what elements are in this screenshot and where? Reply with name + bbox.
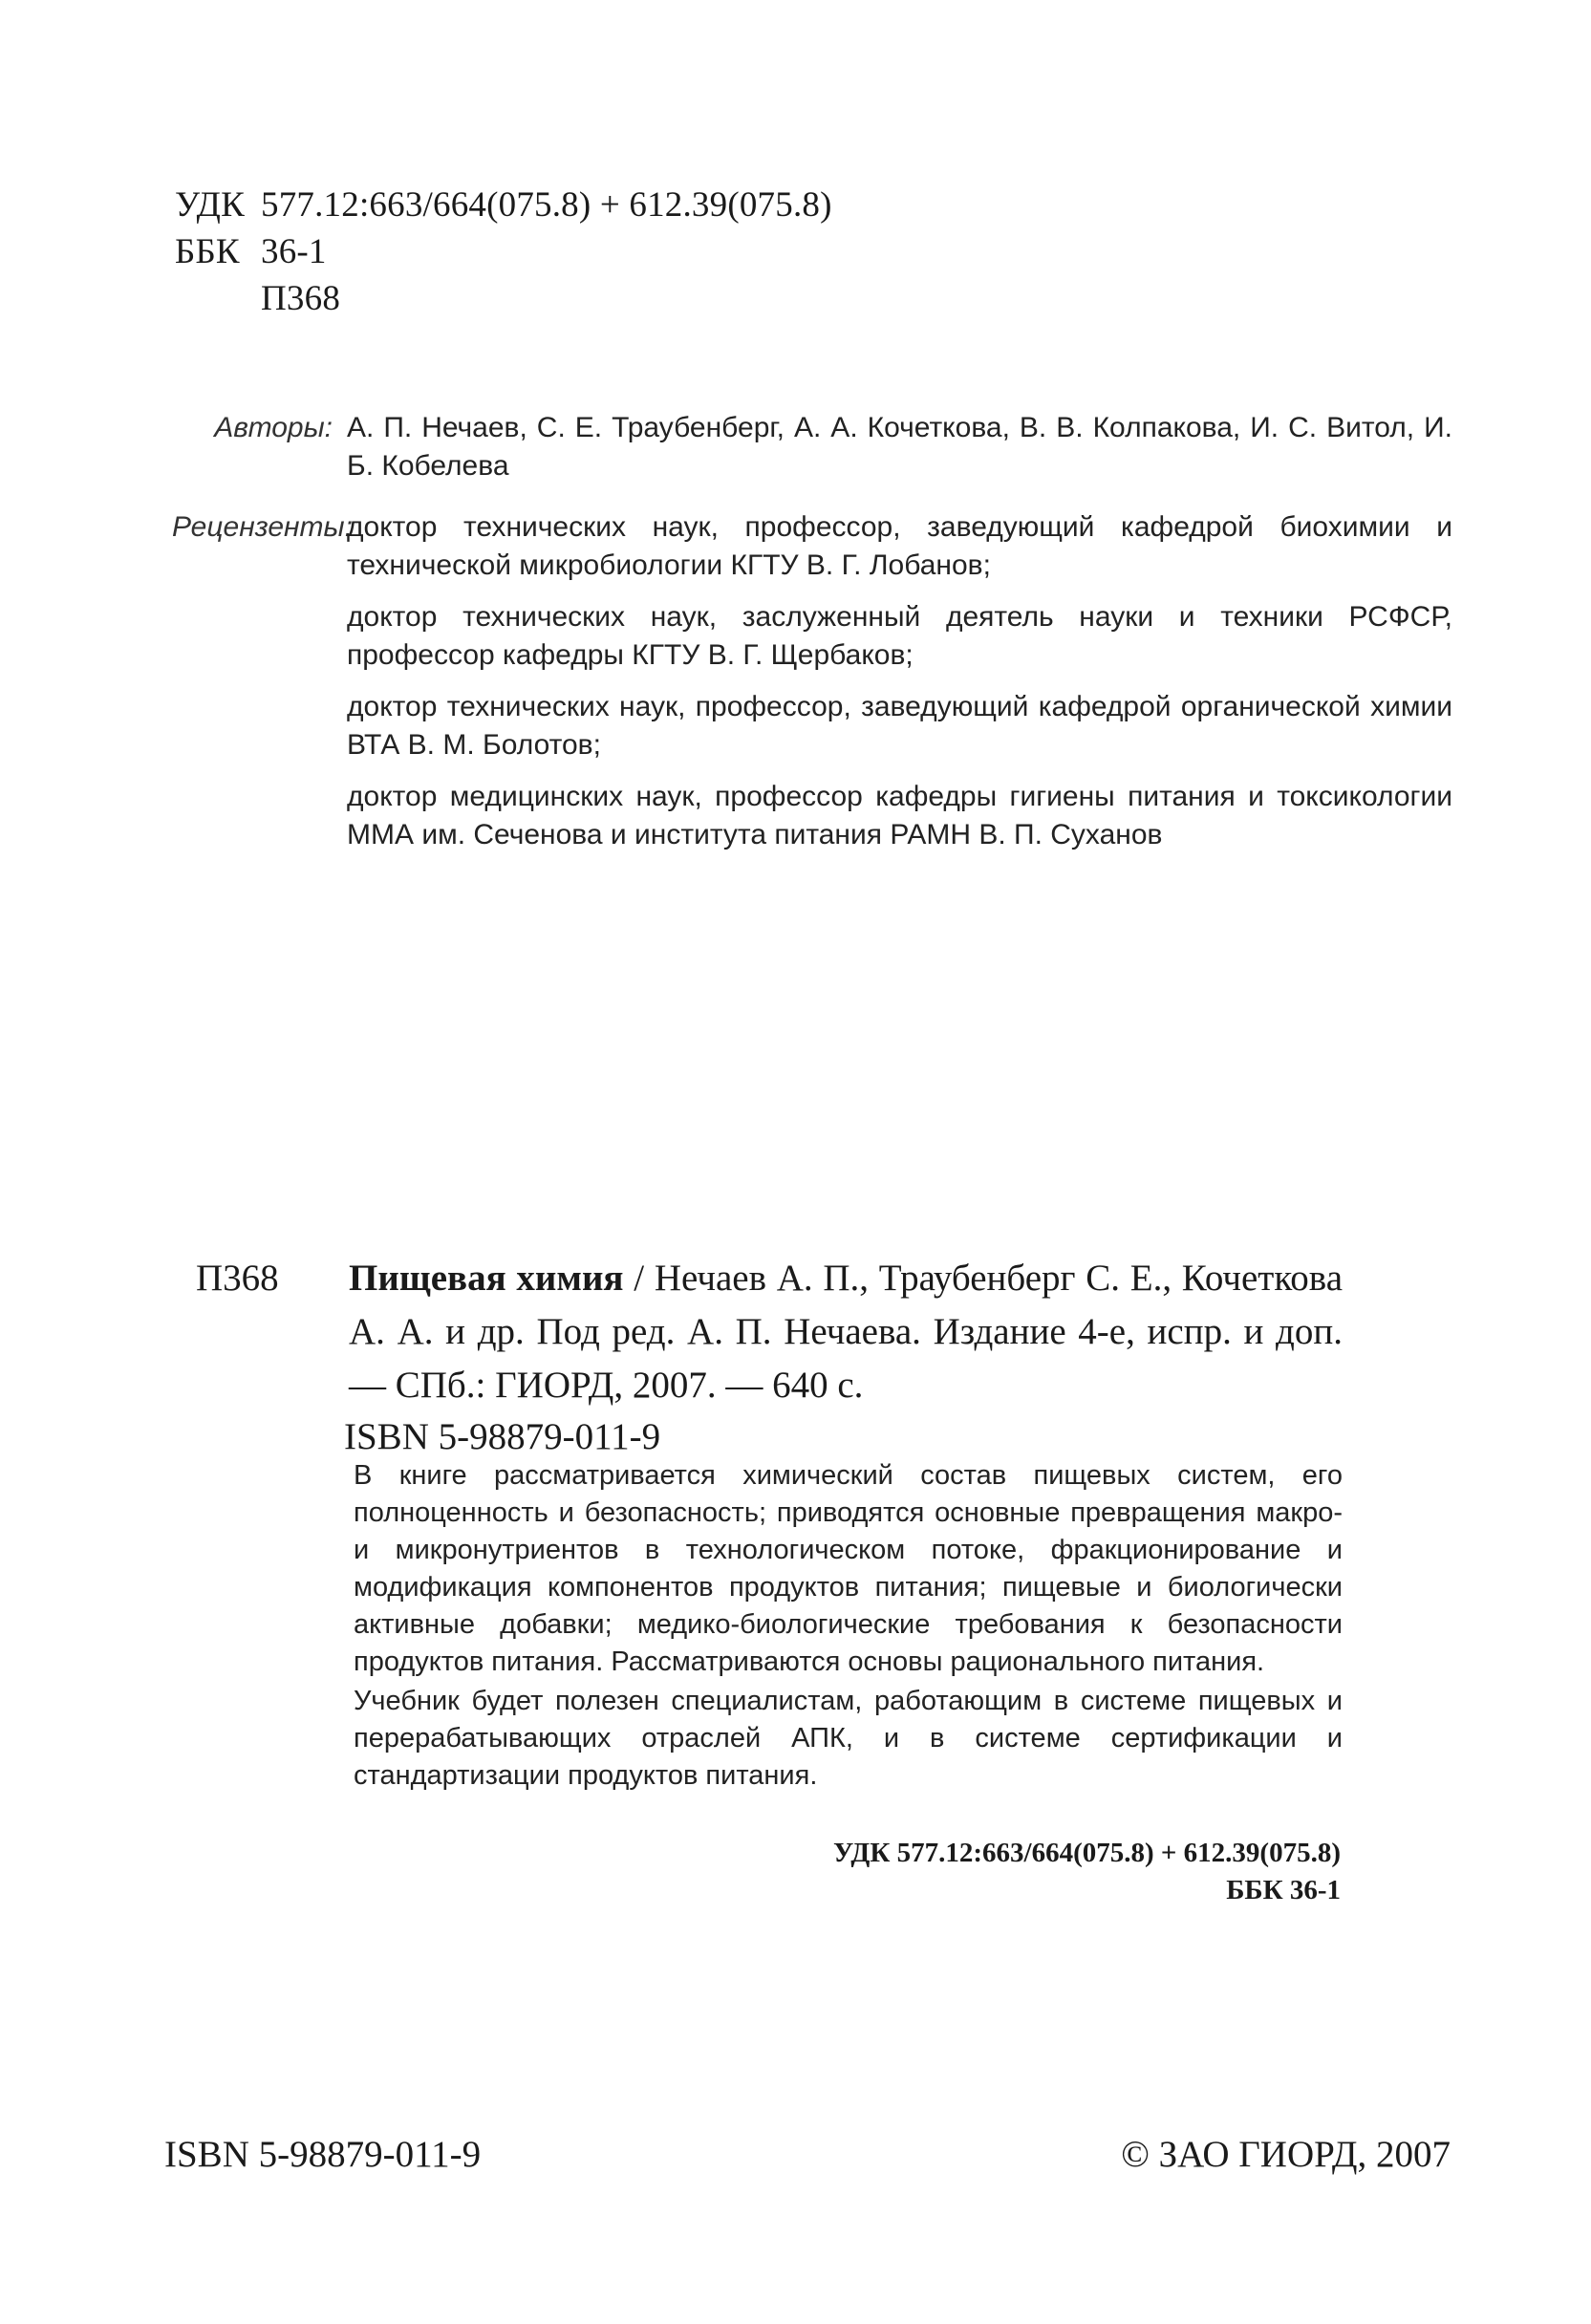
reviewers-row xyxy=(172,508,1452,854)
catalogue-card xyxy=(196,1252,1343,1462)
abstract-paragraph: Учебник будет полезен специалистам, работающим в системе пищевых и перерабатывающих отраслей АПК, и в системе сертификации и стандартизации продуктов питания. xyxy=(354,1686,1343,1791)
reviewer-entry: доктор технических наук, профессор, заведующий кафедрой органической химии ВТА В. М. Болотов; xyxy=(347,691,1452,761)
udk-value: 577.12:663/664(075.8) + 612.39(075.8) xyxy=(261,185,832,225)
reviewer-entry: доктор технических наук, профессор, заведующий кафедрой биохимии и технической микробиологии КГТУ В. Г. Лобанов; xyxy=(347,511,1452,581)
reviewers-label: Рецензенты: xyxy=(172,511,353,543)
bbk-value: 36-1 xyxy=(261,232,327,271)
udk-row xyxy=(175,182,832,228)
credits-block xyxy=(172,409,1452,877)
reviewer-entry: доктор медицинских наук, профессор кафедры гигиены питания и токсикологии ММА им. Сеченова и института питания РАМН В. П. Суханов xyxy=(347,781,1452,850)
udk-label: УДК xyxy=(175,185,245,225)
footer-isbn: ISBN 5-98879-011-9 xyxy=(164,2134,482,2175)
card-isbn: ISBN 5-98879-011-9 xyxy=(344,1416,661,1457)
card-bibliographic-entry xyxy=(349,1252,1343,1412)
bbk-row xyxy=(175,228,832,275)
authors-list: А. П. Нечаев, С. Е. Траубенберг, А. А. Кочеткова, В. В. Колпакова, И. С. Витол, И. Б. Кобелева xyxy=(347,412,1452,482)
footer-copyright: © ЗАО ГИОРД, 2007 xyxy=(1121,2134,1451,2175)
book-title: Пищевая химия xyxy=(349,1258,624,1299)
card-code: П368 xyxy=(196,1258,279,1299)
card-bbk: ББК 36-1 xyxy=(1226,1875,1341,1905)
book-abstract xyxy=(354,1457,1343,1795)
card-udk: УДК 577.12:663/664(075.8) + 612.39(075.8) xyxy=(833,1838,1341,1868)
abstract-paragraph: В книге рассматривается химический состав пищевых систем, его полноценность и безопасность; приводятся основные превращения макро- и микронутриентов в технологическом потоке, фракционирование и модификация компонентов продуктов питания; пищевые и биологически активные добавки; медико-биологические требования к безопасности продуктов питания. Рассматриваются основы рационального питания. xyxy=(354,1460,1343,1677)
reviewer-entry: доктор технических наук, заслуженный деятель науки и техники РСФСР, профессор кафедры КГТУ В. Г. Щербаков; xyxy=(347,601,1452,671)
bbk-label: ББК xyxy=(175,232,240,271)
authors-row xyxy=(172,409,1452,485)
author-mark: П368 xyxy=(261,279,341,318)
authors-label: Авторы: xyxy=(214,412,333,443)
card-classification-codes xyxy=(833,1835,1341,1909)
classification-codes xyxy=(175,182,832,322)
author-mark-row xyxy=(175,275,832,322)
book-description: / Нечаев А. П., Траубенберг С. Е., Кочеткова А. А. и др. Под ред. А. П. Нечаева. Издание 4-е, испр. и доп. — СПб.: ГИОРД, 2007. — 640 с. xyxy=(349,1258,1344,1406)
